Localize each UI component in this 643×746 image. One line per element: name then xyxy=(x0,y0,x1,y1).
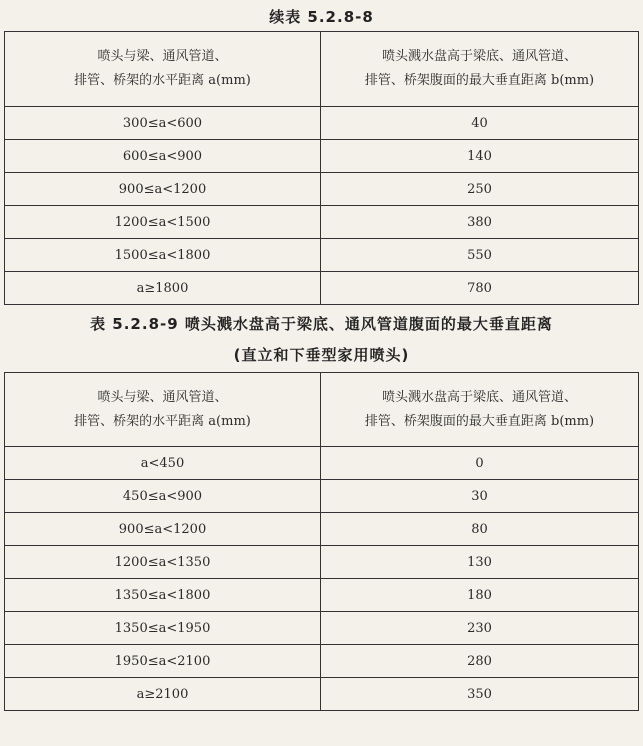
table-row xyxy=(5,612,639,645)
table2-cell-b: 130 xyxy=(321,546,639,579)
table1-cell-b: 780 xyxy=(321,272,639,305)
table2-cell-a: 1950≤a<2100 xyxy=(5,645,321,678)
table1-header-row xyxy=(5,32,639,107)
table1-cell-a: 300≤a<600 xyxy=(5,107,321,140)
table1-cell-b: 40 xyxy=(321,107,639,140)
table2-title: 表 5.2.8-9 喷头溅水盘高于梁底、通风管道腹面的最大垂直距离 xyxy=(90,315,553,333)
table2-header-b-line1: 喷头溅水盘高于梁底、通风管道、 xyxy=(381,389,577,405)
table2-cell-a: 900≤a<1200 xyxy=(5,513,321,546)
table1-header-b-line1: 喷头溅水盘高于梁底、通风管道、 xyxy=(381,49,577,64)
table-row xyxy=(5,645,639,678)
table-row xyxy=(5,272,639,305)
table2-cell-a: 1200≤a<1350 xyxy=(5,546,321,579)
table1-header-a-line2: 排管、桥架的水平距离 a(mm) xyxy=(74,73,251,88)
table1-title: 续表 5.2.8-8 xyxy=(269,8,374,26)
table2-cell-b: 80 xyxy=(321,513,639,546)
table1-header-b-line2: 排管、桥架腹面的最大垂直距离 b(mm) xyxy=(364,73,595,88)
table1-cell-a: 1200≤a<1500 xyxy=(5,206,321,239)
table1-header-b xyxy=(321,32,639,107)
table-row xyxy=(5,239,639,272)
table2-cell-a: 1350≤a<1800 xyxy=(5,579,321,612)
table2-header-a-line2: 排管、桥架的水平距离 a(mm) xyxy=(74,413,251,429)
table-row xyxy=(5,579,639,612)
table-row xyxy=(5,206,639,239)
table-row xyxy=(5,173,639,206)
table1 xyxy=(4,31,639,305)
table2-cell-b: 0 xyxy=(321,447,639,480)
table1-cell-b: 380 xyxy=(321,206,639,239)
table2-header-a xyxy=(5,373,321,447)
table2-cell-b: 30 xyxy=(321,480,639,513)
table2-header-b-line2: 排管、桥架腹面的最大垂直距离 b(mm) xyxy=(364,413,595,429)
table-row xyxy=(5,447,639,480)
table1-cell-b: 140 xyxy=(321,140,639,173)
table-row xyxy=(5,513,639,546)
table2-cell-b: 350 xyxy=(321,678,639,711)
table1-cell-a: 1500≤a<1800 xyxy=(5,239,321,272)
table-row xyxy=(5,678,639,711)
table2 xyxy=(4,372,639,711)
table2-subtitle: (直立和下垂型家用喷头) xyxy=(233,346,410,364)
table2-header-b xyxy=(321,373,639,447)
table1-header-a xyxy=(5,32,321,107)
table1-cell-a: 600≤a<900 xyxy=(5,140,321,173)
table1-cell-a: 900≤a<1200 xyxy=(5,173,321,206)
table2-cell-a: 1350≤a<1950 xyxy=(5,612,321,645)
table-row xyxy=(5,107,639,140)
table2-cell-b: 230 xyxy=(321,612,639,645)
table1-cell-b: 550 xyxy=(321,239,639,272)
table2-header-row xyxy=(5,373,639,447)
table2-cell-a: a<450 xyxy=(5,447,321,480)
table-row xyxy=(5,546,639,579)
table2-cell-b: 280 xyxy=(321,645,639,678)
table1-cell-b: 250 xyxy=(321,173,639,206)
table-row xyxy=(5,140,639,173)
table1-cell-a: a≥1800 xyxy=(5,272,321,305)
table2-cell-b: 180 xyxy=(321,579,639,612)
table2-cell-a: 450≤a<900 xyxy=(5,480,321,513)
table-row xyxy=(5,480,639,513)
table2-cell-a: a≥2100 xyxy=(5,678,321,711)
table1-header-a-line1: 喷头与梁、通风管道、 xyxy=(97,49,228,64)
table2-header-a-line1: 喷头与梁、通风管道、 xyxy=(97,389,228,405)
